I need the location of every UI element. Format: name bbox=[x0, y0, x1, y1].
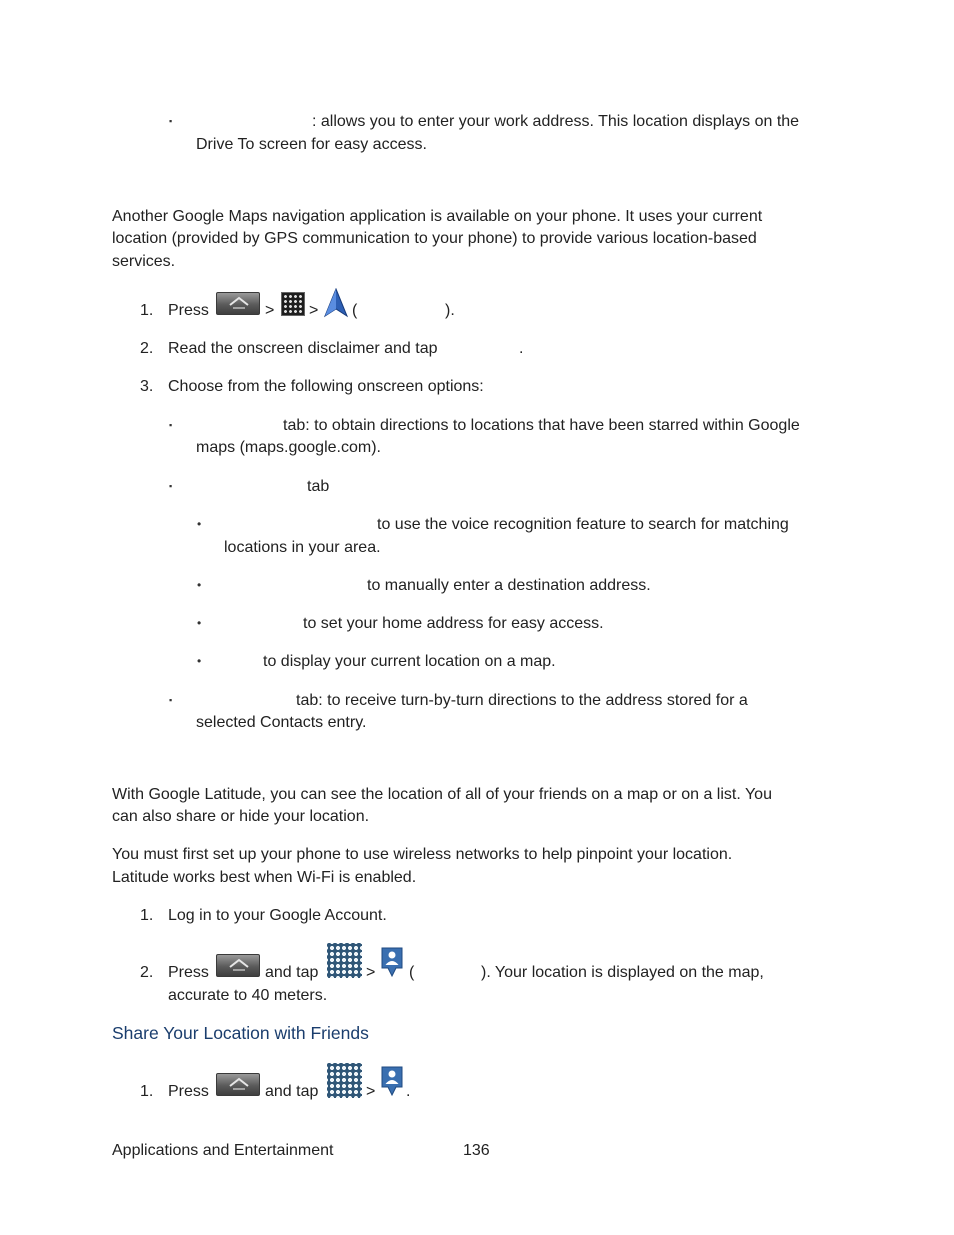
separator: > bbox=[309, 302, 319, 319]
option-text: tab bbox=[307, 478, 330, 495]
option-text: tab: to receive turn-by-turn directions to the address stored for a bbox=[296, 692, 748, 709]
step-text: Press bbox=[168, 1083, 209, 1100]
nav-intro-line1: Another Google Maps navigation application is available on your phone. It uses your current bbox=[112, 208, 763, 225]
step-text: ). Your location is displayed on the map, bbox=[481, 964, 764, 981]
bullet-marker: • bbox=[197, 616, 202, 630]
latitude-para2-line1: You must first set up your phone to use wireless networks to help pinpoint your location. bbox=[112, 846, 733, 863]
paren: ( bbox=[409, 964, 415, 981]
apps-grid-icon bbox=[327, 943, 362, 978]
sub-option-text-cont: locations in your area. bbox=[224, 539, 381, 556]
footer-section-title: Applications and Entertainment bbox=[112, 1142, 334, 1159]
bullet-marker: • bbox=[197, 654, 202, 668]
step-text: and tap bbox=[265, 964, 319, 981]
step-text: and tap bbox=[265, 1083, 319, 1100]
paren: ). bbox=[445, 302, 455, 319]
home-key-icon bbox=[216, 292, 260, 315]
latitude-para2-line2: Latitude works best when Wi-Fi is enabled. bbox=[112, 869, 417, 886]
separator: > bbox=[265, 302, 275, 319]
separator: > bbox=[366, 1083, 376, 1100]
option-text: tab: to obtain directions to locations that have been starred within Google bbox=[283, 417, 800, 434]
nav-intro-line2: location (provided by GPS communication to your phone) to provide various location-based bbox=[112, 230, 757, 247]
step-number: 1. bbox=[140, 907, 154, 924]
paren: ( bbox=[352, 302, 358, 319]
step-text: Choose from the following onscreen options: bbox=[168, 378, 484, 395]
sub-option-text: to manually enter a destination address. bbox=[367, 577, 651, 594]
step-text-cont: accurate to 40 meters. bbox=[168, 987, 328, 1004]
home-key-icon bbox=[216, 954, 260, 977]
bullet-marker: ▪ bbox=[169, 420, 173, 430]
sub-option-text: to set your home address for easy access. bbox=[303, 615, 604, 632]
navigation-arrow-icon bbox=[324, 288, 348, 323]
latitude-para1-line1: With Google Latitude, you can see the location of all of your friends on a map or on a list. You bbox=[112, 786, 772, 803]
step-text: Log in to your Google Account. bbox=[168, 907, 387, 924]
step-number: 1. bbox=[140, 1083, 154, 1100]
bullet-marker: ▪ bbox=[169, 116, 173, 126]
latitude-para1-line2: can also share or hide your location. bbox=[112, 808, 370, 825]
step-number: 3. bbox=[140, 378, 154, 395]
latitude-pin-icon bbox=[380, 1065, 404, 1102]
home-key-icon bbox=[216, 1073, 260, 1096]
step-text: Read the onscreen disclaimer and tap bbox=[168, 340, 438, 357]
bullet-marker: ▪ bbox=[169, 481, 173, 491]
punctuation: . bbox=[406, 1083, 411, 1100]
step-text: Press bbox=[168, 964, 209, 981]
page-number: 136 bbox=[463, 1142, 490, 1159]
option-text-cont: selected Contacts entry. bbox=[196, 714, 367, 731]
punctuation: . bbox=[519, 340, 524, 357]
apps-grid-icon bbox=[327, 1063, 362, 1098]
latitude-pin-icon bbox=[380, 946, 404, 983]
apps-grid-icon bbox=[281, 292, 305, 316]
bullet-marker: ▪ bbox=[169, 695, 173, 705]
step-number: 2. bbox=[140, 340, 154, 357]
nav-intro-line3: services. bbox=[112, 253, 176, 270]
sub-option-text: to use the voice recognition feature to search for matching bbox=[377, 516, 789, 533]
work-bullet-text-cont: Drive To screen for easy access. bbox=[196, 136, 427, 153]
step-text: Press bbox=[168, 302, 209, 319]
section-heading: Share Your Location with Friends bbox=[112, 1023, 369, 1043]
separator: > bbox=[366, 964, 376, 981]
option-text-cont: maps (maps.google.com). bbox=[196, 439, 381, 456]
bullet-marker: • bbox=[197, 578, 202, 592]
step-number: 2. bbox=[140, 964, 154, 981]
step-number: 1. bbox=[140, 302, 154, 319]
bullet-marker: • bbox=[197, 517, 202, 531]
work-bullet-text: : allows you to enter your work address. This location displays on the bbox=[312, 113, 800, 130]
sub-option-text: to display your current location on a map. bbox=[263, 653, 556, 670]
